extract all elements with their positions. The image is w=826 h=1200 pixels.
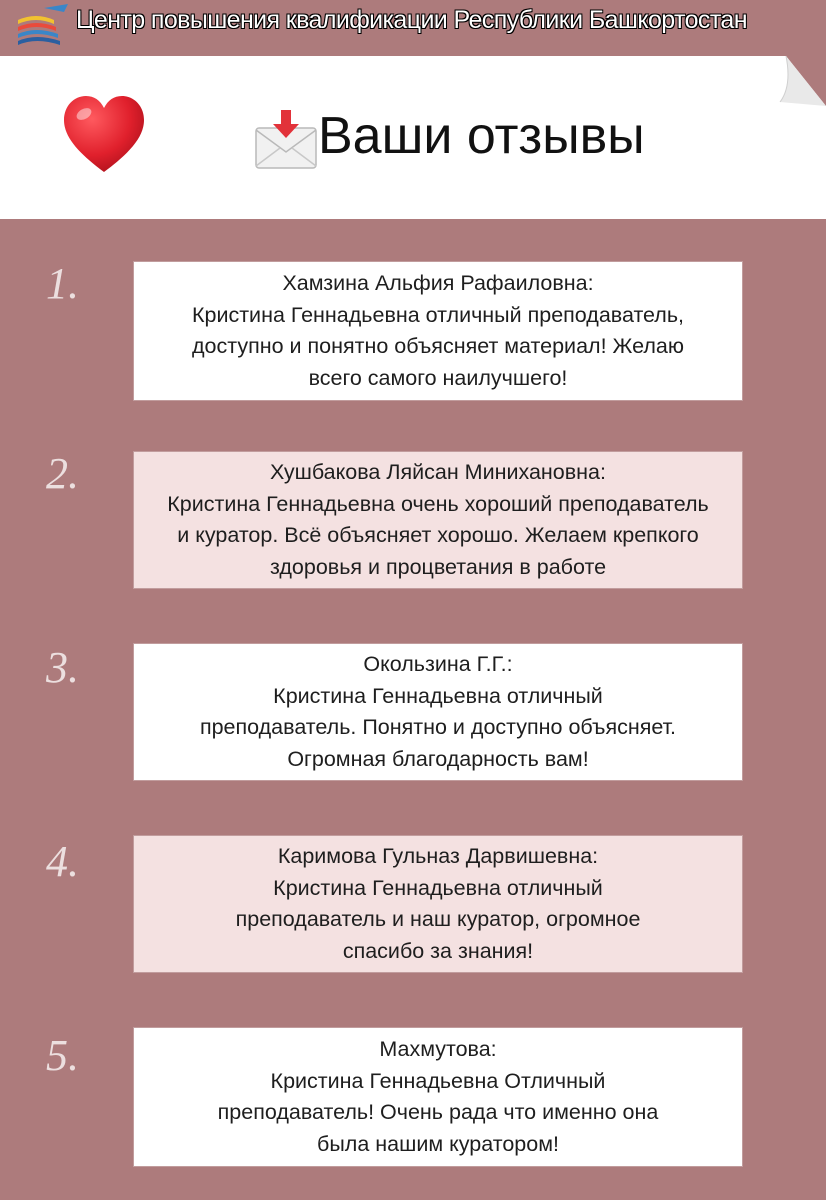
review-text-line: здоровья и процветания в работе: [269, 554, 607, 579]
books-logo-icon: [14, 2, 70, 48]
review-text-line: преподаватель. Понятно и доступно объясняет.: [199, 715, 677, 739]
review-text-line: Кристина Геннадьевна отличный: [273, 875, 603, 900]
incoming-envelope-icon: [254, 108, 318, 170]
review-card: [134, 452, 742, 588]
review-text-line: Кристина Геннадьевна отличный преподаватель,: [191, 302, 685, 327]
top-bar: [0, 0, 826, 52]
review-text-line: Кристина Геннадьевна отличный: [273, 683, 603, 708]
reviewer-name: Махмутова:: [379, 1037, 497, 1061]
review-text-line: всего самого наилучшего!: [308, 365, 568, 390]
review-card: [134, 836, 742, 972]
reviewer-name: Хушбакова Ляйсан Миниханoвна:: [269, 460, 606, 484]
review-text-line: была нашим куратором!: [317, 1131, 559, 1156]
header-banner: [0, 56, 826, 219]
review-card: [134, 644, 742, 780]
review-card: [134, 1028, 742, 1166]
page-curl-decoration: [766, 56, 826, 108]
review-number: 1.: [46, 259, 79, 308]
review-text-line: Кристина Геннадьевна очень хороший преподаватель: [167, 491, 709, 516]
review-text-line: и куратор. Всё объясняет хорошо. Желаем крепкого: [177, 523, 699, 547]
reviewer-name: Хамзина Альфия Рафаиловна:: [282, 271, 594, 295]
review-number: 5.: [46, 1031, 79, 1080]
review-text-line: спасибо за знания!: [342, 938, 534, 963]
review-text-line: доступно и понятно объясняет материал! Желаю: [192, 334, 684, 358]
review-text-line: преподаватель! Очень рада что именно она: [217, 1100, 659, 1124]
organization-name: Центр повышения квалификации Республики Башкортостан: [76, 6, 747, 34]
review-card: [134, 262, 742, 400]
review-number: 3.: [46, 643, 79, 692]
review-text-line: Огромная благодарность вам!: [287, 746, 589, 771]
reviewer-name: Каримова Гульназ Дарвишевна:: [277, 844, 599, 868]
page-title: Ваши отзывы: [318, 107, 645, 165]
red-heart-icon: [62, 94, 146, 176]
review-text-line: преподаватель и наш куратор, огромное: [235, 907, 641, 931]
review-number: 2.: [46, 449, 79, 498]
review-text-line: Кристина Геннадьевна Отличный: [270, 1068, 606, 1093]
reviewer-name: Окользина Г.Г.:: [363, 652, 513, 676]
review-number: 4.: [46, 837, 79, 886]
